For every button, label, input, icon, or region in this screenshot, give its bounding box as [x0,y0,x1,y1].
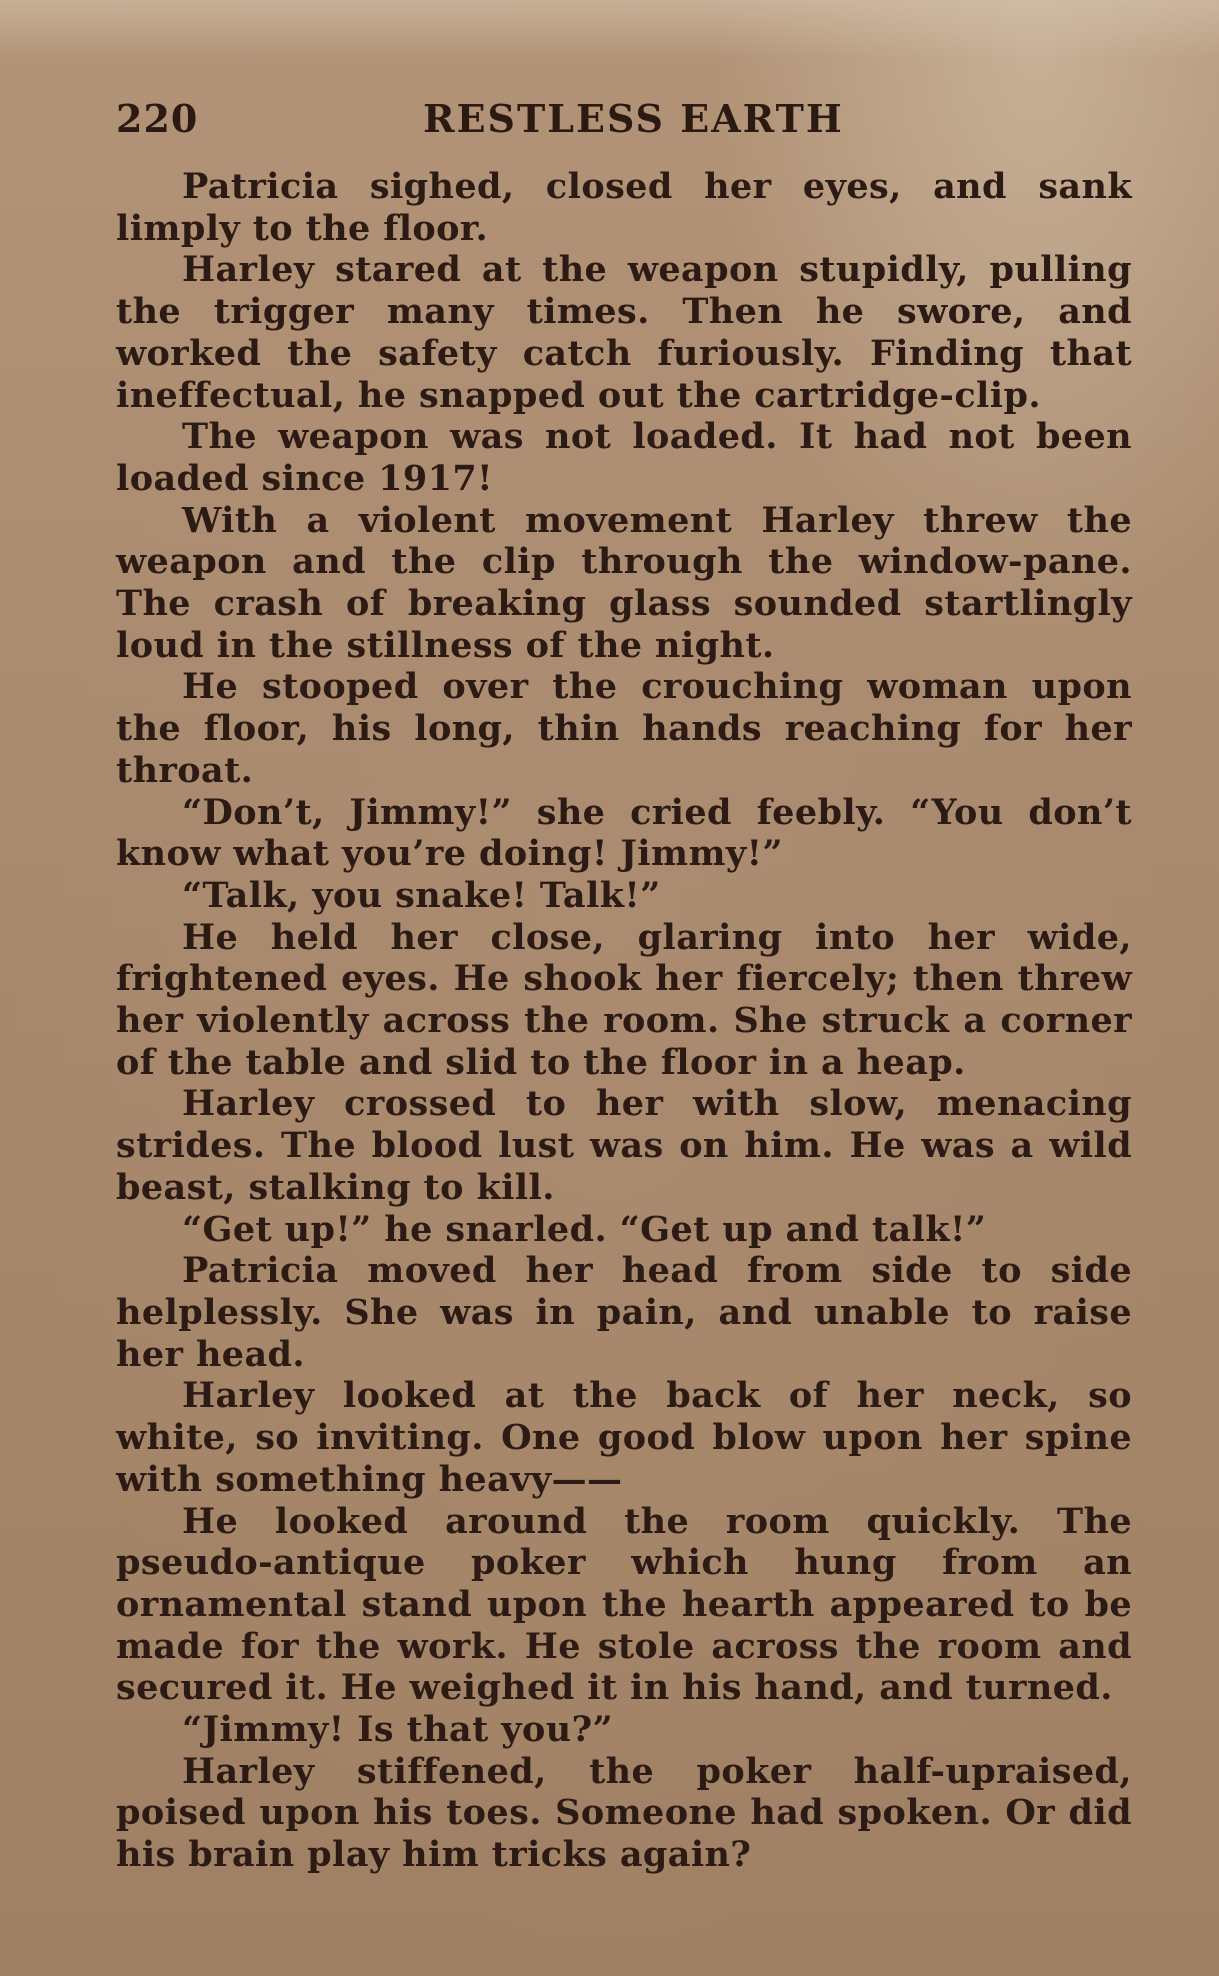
running-title: RESTLESS EARTH [423,96,844,141]
page-number: 220 [116,96,199,141]
paragraph: “Jimmy! Is that you?” [182,1709,614,1751]
paragraph: Harley crossed to her with slow, menacing strides. The blood lust was on him. He was a wild beast, stalking to kill. [116,1083,1132,1208]
paragraph: He stooped over the crouching woman upon the floor, his long, thin hands reaching for her throat. [116,666,1132,791]
paragraph: Patricia moved her head from side to side helplessly. She was in pain, and unable to raise her head. [116,1250,1132,1375]
paragraph: The weapon was not loaded. It had not been loaded since 1917! [116,416,1132,499]
paragraph: Harley stiffened, the poker half-upraised, poised upon his toes. Someone had spoken. Or did his brain play him tricks again? [116,1750,1132,1876]
paragraph: “Talk, you snake! Talk!” [182,874,661,916]
paragraph: With a violent movement Harley threw the weapon and the clip through the window-pane. The crash of breaking glass sounded startlingly loud in the stillness of the night. [116,499,1132,666]
paragraph: He held her close, glaring into her wide, frightened eyes. He shook her fiercely; then threw her violently across the room. She struck a corner of the table and slid to the floor in a heap. [116,916,1132,1083]
page-edge-wear [0,0,1219,60]
paragraph: “Don’t, Jimmy!” she cried feebly. “You don’t know what you’re doing! Jimmy!” [116,791,1132,875]
paragraph: Patricia sighed, closed her eyes, and sank limply to the floor. [116,166,1132,249]
paragraph: Harley looked at the back of her neck, so white, so inviting. One good blow upon her spine with something heavy—— [116,1375,1132,1500]
paragraph: Harley stared at the weapon stupidly, pulling the trigger many times. Then he swore, and worked the safety catch furiously. Finding that ineffectual, he snapped out the cartridge-clip. [116,249,1132,416]
paragraph: He looked around the room quickly. The pseudo-antique poker which hung from an ornamental stand upon the hearth appeared to be made for the work. He stole across the room and secured it. He weighed it in his hand, and turned. [116,1500,1132,1709]
paragraph: “Get up!” he snarled. “Get up and talk!” [182,1208,987,1250]
body-text [116,166,1132,1876]
running-header [116,96,1136,146]
